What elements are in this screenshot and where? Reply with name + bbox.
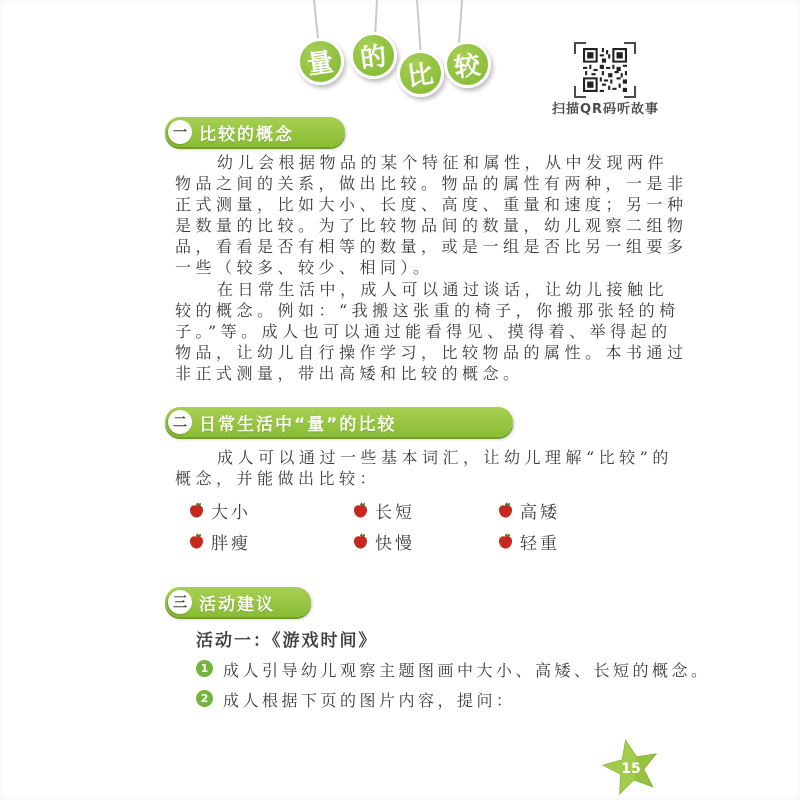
word-label: 快慢 <box>375 534 415 554</box>
word-label: 高矮 <box>520 503 560 523</box>
paragraph-line: 物品，让幼儿自行操作学习，比较物品的属性。本书通过 <box>175 343 688 362</box>
paragraph-line: 幼儿会根据物品的某个特征和属性，从中发现两件 <box>217 153 669 172</box>
apple-icon <box>352 502 369 519</box>
paragraph-line: 成人可以通过一些基本词汇，让幼儿理解“比较”的 <box>217 448 673 467</box>
section3-heading: 活动建议 <box>199 594 275 615</box>
paragraph-line: 一些（较多、较少、相同）。 <box>175 258 434 277</box>
paragraph-line: 在日常生活中，成人可以通过谈话，让幼儿接触比 <box>217 280 669 299</box>
pendulum-string <box>416 0 422 54</box>
title-char-circle <box>397 50 444 97</box>
word-item <box>352 498 415 523</box>
paragraph-line: 品，看看是否有相等的数量，或是一组是否比另一组要多 <box>175 237 688 256</box>
activity-title: 活动一：《游戏时间》 <box>196 631 378 651</box>
page-number-star <box>600 736 662 796</box>
title-char-circle <box>444 41 491 88</box>
word-item <box>188 498 251 523</box>
section1-heading: 比较的概念 <box>199 124 294 145</box>
word-item <box>497 498 560 523</box>
pendulum-string <box>458 0 463 45</box>
title-char-circle <box>350 32 397 79</box>
section2-header <box>165 407 513 437</box>
apple-icon <box>188 533 205 550</box>
activity-step <box>196 658 711 681</box>
paragraph-line: 子。”等。成人也可以通过能看得见、摸得着、举得起的 <box>175 322 672 341</box>
title-char: 较 <box>452 50 483 84</box>
step-text: 成人引导幼儿观察主题图画中大小、高矮、长短的概念。 <box>223 661 711 680</box>
paragraph-line: 物品之间的关系，做出比较。物品的属性有两种，一是非 <box>175 174 688 193</box>
paragraph-line: 非正式测量，带出高矮和比较的概念。 <box>175 364 524 383</box>
activity-step <box>196 688 516 711</box>
step-number-badge: 2 <box>196 690 213 707</box>
qr-code-image <box>582 48 628 92</box>
word-label: 胖瘦 <box>211 534 251 554</box>
word-item <box>352 529 415 554</box>
pendulum-string <box>374 0 378 36</box>
step-text: 成人根据下页的图片内容，提问： <box>223 691 516 710</box>
paragraph-line: 正式测量，比如大小、长度、高度、重量和速度；另一种 <box>175 195 688 214</box>
apple-icon <box>188 502 205 519</box>
title-char-circle <box>297 38 344 85</box>
section3-number-badge: 三 <box>168 590 192 614</box>
apple-icon <box>497 502 514 519</box>
apple-icon <box>352 533 369 550</box>
paragraph-line: 较的概念。例如：“我搬这张重的椅子，你搬那张轻的椅 <box>175 301 680 320</box>
title-char: 比 <box>405 59 436 93</box>
paragraph-line: 概念，并能做出比较： <box>175 469 381 488</box>
title-char: 的 <box>358 41 389 75</box>
section1-header <box>165 117 345 147</box>
paragraph-line: 是数量的比较。为了比较物品间的数量，幼儿观察二组物 <box>175 216 688 235</box>
page-number: 15 <box>621 761 641 777</box>
pendulum-string <box>313 0 319 42</box>
word-label: 轻重 <box>520 534 560 554</box>
section2-heading: 日常生活中“量”的比较 <box>199 414 397 435</box>
step-number-badge: 1 <box>196 660 213 677</box>
qr-caption: 扫描QR码听故事 <box>552 102 660 117</box>
section3-header <box>165 587 311 617</box>
section2-number-badge: 二 <box>168 410 192 434</box>
word-label: 大小 <box>211 503 251 523</box>
word-item <box>497 529 560 554</box>
apple-icon <box>497 533 514 550</box>
qr-code <box>574 42 636 98</box>
section1-number-badge: 一 <box>168 120 192 144</box>
word-item <box>188 529 251 554</box>
word-label: 长短 <box>375 503 415 523</box>
title-char: 量 <box>305 47 336 81</box>
